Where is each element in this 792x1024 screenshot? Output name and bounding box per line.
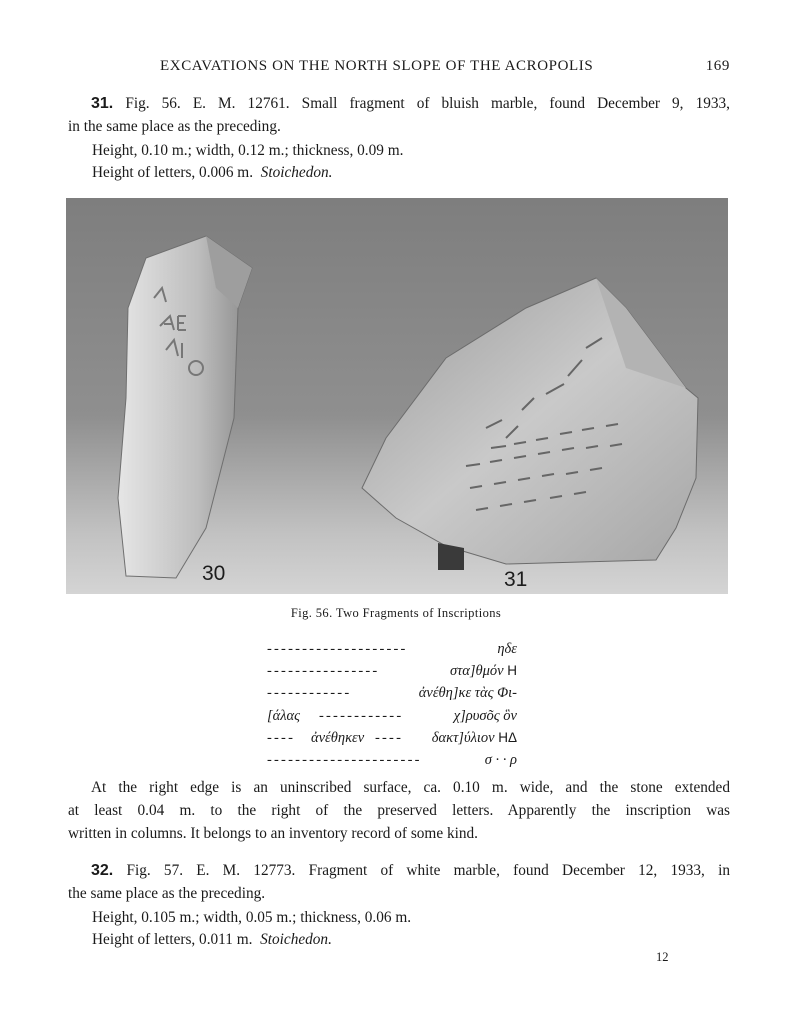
commentary-paragraph — [68, 776, 730, 845]
entry-31-line-1: 31. Fig. 56. E. M. 12761. Small fragment of bluish marble, found December 9, 1933, — [91, 95, 730, 112]
entry-32-number: 32. — [91, 862, 114, 879]
inscription-line-1: -------------------- ηδε — [267, 641, 517, 657]
inscription-line-2: ---------------- στα]θμόν H — [267, 663, 517, 680]
inscription-line-6: ---------------------- σ · · ρ — [267, 751, 517, 768]
inscription-line-5: ---- ἀνέθηκεν ---- δακτ]ύλιον HΔ — [267, 729, 517, 746]
entry-32-line-2: the same place as the preceding. — [68, 885, 266, 902]
entry-32-heading — [68, 859, 730, 905]
entry-31-dimensions: Height, 0.10 m.; width, 0.12 m.; thickness, 0.09 m. — [92, 142, 404, 159]
page-number: 169 — [705, 58, 730, 74]
two-fragments-photo — [66, 198, 728, 594]
inscription-line-4: [άλας ------------ χ]ρυσõς ὃν — [267, 707, 517, 724]
fragment-31-label: 31 — [504, 568, 528, 591]
entry-31-line-2: in the same place as the preceding. — [68, 118, 281, 135]
entry-31-letter-height: Height of letters, 0.006 m. Stoichedon. — [92, 164, 333, 181]
signature-mark: 12 — [656, 950, 669, 964]
entry-31-number: 31. — [91, 95, 114, 112]
entry-32-dimensions: Height, 0.105 m.; width, 0.05 m.; thickness, 0.06 m. — [92, 909, 412, 926]
figure-56-caption: Fig. 56. Two Fragments of Inscriptions — [290, 606, 502, 620]
entry-32-stoichedon: Stoichedon. — [260, 931, 332, 948]
entry-31-stoichedon: Stoichedon. — [260, 164, 333, 181]
figure-56-photograph — [66, 198, 728, 594]
commentary-line-2: at least 0.04 m. to the right of the preserved letters. Apparently the inscription was — [68, 802, 730, 819]
entry-31-heading — [68, 92, 730, 138]
entry-32-line-1: 32. Fig. 57. E. M. 12773. Fragment of white marble, found December 12, 1933, in — [91, 862, 730, 879]
commentary-line-1: At the right edge is an uninscribed surface, ca. 0.10 m. wide, and the stone extended — [91, 779, 730, 796]
running-title: EXCAVATIONS ON THE NORTH SLOPE OF THE ACROPOLIS — [160, 58, 594, 74]
commentary-line-3: written in columns. It belongs to an inventory record of some kind. — [68, 825, 478, 842]
fragment-30-label: 30 — [202, 562, 226, 585]
inscription-text — [267, 638, 517, 771]
inscription-line-3: ------------ ἀνέθη]κε τὰς Φι- — [267, 685, 517, 702]
entry-32-letter-height: Height of letters, 0.011 m. Stoichedon. — [92, 931, 332, 948]
